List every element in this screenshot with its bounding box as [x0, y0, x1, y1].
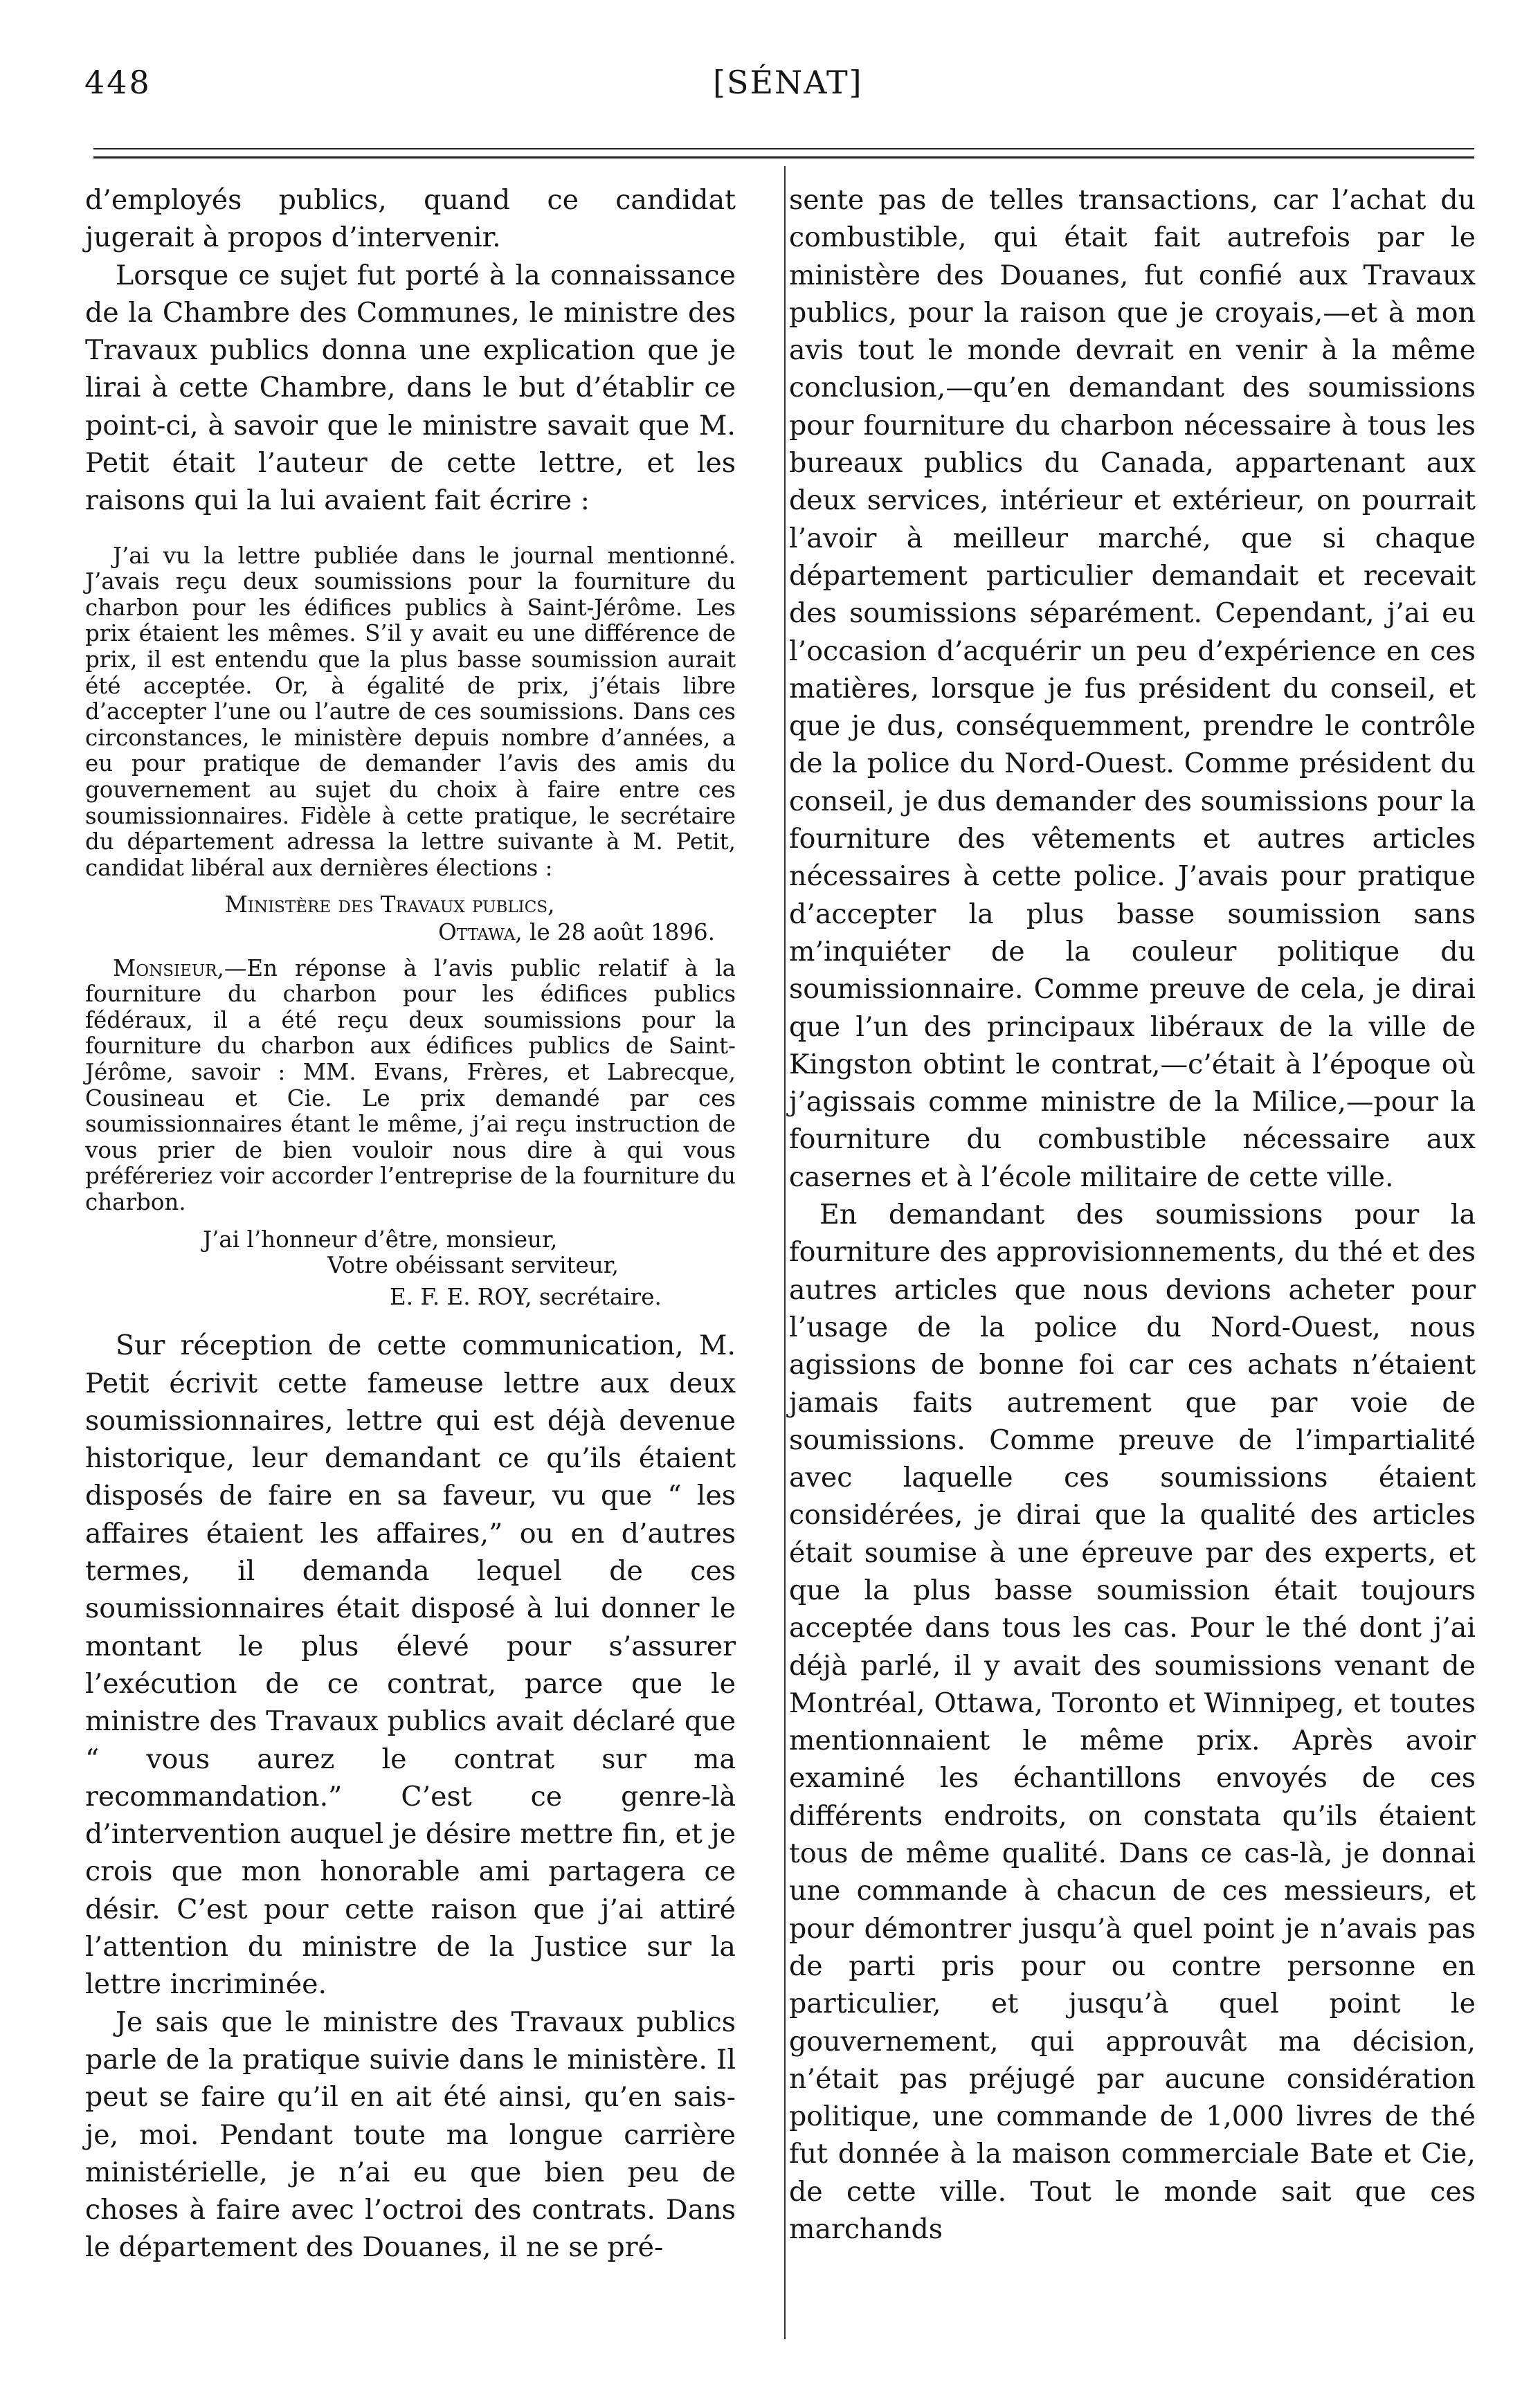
- paragraph: sente pas de telles transactions, car l’achat du combustible, qui était fait autrefois par le ministère des Douanes, fut confié aux Travaux publics, pour la raison que je croyais,—et à mon avis tout le monde devrait en venir à la même conclusion,—qu’en demandant des soumissions pour fourniture du charbon nécessaire à tous les bureaux publics du Canada, appartenant aux deux services, intérieur et extérieur, on pourrait l’avoir à meilleur marché, que si chaque département particulier demandait et recevait des soumissions séparément. Cependant, j’ai eu l’occasion d’acquérir un peu d’expérience en ces matières, lorsque je fus président du conseil, et que je dus, conséquemment, prendre le contrôle de la police du Nord-Ouest. Comme président du conseil, je dus demander des soumissions pour la fourniture des vêtements et autres articles nécessaires à cette police. J’avais pour pratique d’accepter la plus basse soumission sans m’inquiéter de la couleur politique du soumissionnaire. Comme preuve de cela, je dirai que l’un des principaux libéraux de la ville de Kingston obtint le contrat,—c’était à l’époque où j’agissais comme ministre de la Milice,—pour la fourniture du combustible nécessaire aux casernes et à l’école militaire de cette ville.: [789, 184, 1476, 1193]
- header-rule-thin: [93, 148, 1474, 149]
- letter-body: [85, 956, 736, 1216]
- right-column: [789, 181, 1476, 2248]
- letter-closing-2: Votre obéissant serviteur,: [327, 1252, 619, 1279]
- letter-date: le 28 août 1896.: [529, 918, 715, 945]
- running-head: [SÉNAT]: [713, 64, 863, 101]
- paragraph: Je sais que le ministre des Travaux publics parle de la pratique suivie dans le ministère. Il peut se faire qu’il en ait été ainsi, qu’en sais-je, moi. Pendant toute ma longue carrière ministérielle, je n’ai eu que bien peu de choses à faire avec l’octroi des contrats. Dans le département des Douanes, il ne se pré-: [85, 2006, 736, 2264]
- page-header: [0, 64, 1540, 112]
- letter-salutation: Monsieur,: [113, 954, 224, 981]
- letter-dateline: [85, 920, 736, 946]
- quoted-letter: [85, 543, 736, 1311]
- paragraph: d’employés publics, quand ce candidat jugerait à propos d’intervenir.: [85, 184, 736, 254]
- paragraph: Sur réception de cette communication, M. Petit écrivit cette fameuse lettre aux deux soumissionnaires, lettre qui est déjà devenue historique, leur demandant ce qu’ils étaient disposés de faire en sa faveur, vu que “ les affaires étaient les affaires,” ou en d’autres termes, il demanda lequel de ces soumissionnaires était disposé à lui donner le montant le plus élevé pour s’assurer l’exécution de ce contrat, parce que le ministre des Travaux publics avait déclaré que “ vous aurez le contrat sur ma recommandation.” C’est ce genre-là d’intervention auquel je désire mettre fin, et je crois que mon honorable ami partagera ce désir. C’est pour cette raison que j’ai attiré l’attention du ministre de la Justice sur la lettre incriminée.: [85, 1329, 736, 2001]
- column-divider: [784, 166, 786, 2339]
- letter-signature: E. F. E. ROY, secrétaire.: [390, 1283, 662, 1310]
- letter-place: Ottawa,: [438, 918, 523, 945]
- letter-body-text: —En réponse à l’avis public relatif à la fourniture du charbon pour les édifices publics fédéraux, il a été reçu deux soumissions pour la fourniture du charbon aux édifices publics de Saint-Jérôme, savoir : MM. Evans, Frères, et Labrecque, Cousineau et Cie. Le prix demandé par ces soumissionnaires étant le même, j’ai reçu instruction de vous prier de bien vouloir nous dire à qui vous préféreriez voir accorder l’entreprise de la fourniture du charbon.: [85, 954, 736, 1215]
- letter-ministry: Ministère des Travaux publics,: [224, 891, 555, 918]
- header-rule-thick: [93, 156, 1474, 158]
- paragraph: En demandant des soumissions pour la fourniture des approvisionnements, du thé et des autres articles que nous devions acheter pour l’usage de la police du Nord-Ouest, nous agissions de bonne foi car ces achats n’étaient jamais faits autrement que par voie de soumissions. Comme preuve de l’impartialité avec laquelle ces soumissions étaient considérées, je dirai que la qualité des articles était soumise à une épreuve par des experts, et que la plus basse soumission était toujours acceptée dans tous les cas. Pour le thé dont j’ai déjà parlé, il y avait des soumissions venant de Montréal, Ottawa, Toronto et Winnipeg, et toutes mentionnaient le même prix. Après avoir examiné les échantillons envoyés de ces différents endroits, on constata qu’ils étaient tous de même qualité. Dans ce cas-là, je donnai une commande à chacun de ces messieurs, et pour démontrer jusqu’à quel point je n’avais pas de parti pris pour ou contre personne en particulier, et jusqu’à quel point le gouvernement, qui approuvât ma décision, n’était pas préjugé par aucune considération politique, une commande de 1,000 livres de thé fut donnée à la maison commerciale Bate et Cie, de cette ville. Tout le monde sait que ces marchands: [789, 1199, 1476, 2246]
- paragraph: Lorsque ce sujet fut porté à la connaissance de la Chambre des Communes, le ministre des Travaux publics donna une explication que je lirai à cette Chambre, dans le but d’établir ce point-ci, à savoir que le ministre savait que M. Petit était l’auteur de cette lettre, et les raisons qui la lui avaient fait écrire :: [85, 259, 736, 517]
- left-column: [85, 181, 736, 2267]
- quote-intro: J’ai vu la lettre publiée dans le journal mentionné. J’avais reçu deux soumissions pour la fourniture du charbon pour les édifices publics à Saint-Jérôme. Les prix étaient les mêmes. S’il y avait eu une différence de prix, il est entendu que la plus basse soumission aurait été acceptée. Or, à égalité de prix, j’étais libre d’accepter l’une ou l’autre de ces soumissions. Dans ces circonstances, le ministère depuis nombre d’années, a eu pour pratique de demander l’avis des amis du gouvernement au sujet du choix à faire entre ces soumissionnaires. Fidèle à cette pratique, le secrétaire du département adressa la lettre suivante à M. Petit, candidat libéral aux dernières élections :: [85, 542, 736, 881]
- letter-closing: J’ai l’honneur d’être, monsieur,: [203, 1226, 558, 1253]
- page-number: 448: [84, 64, 152, 101]
